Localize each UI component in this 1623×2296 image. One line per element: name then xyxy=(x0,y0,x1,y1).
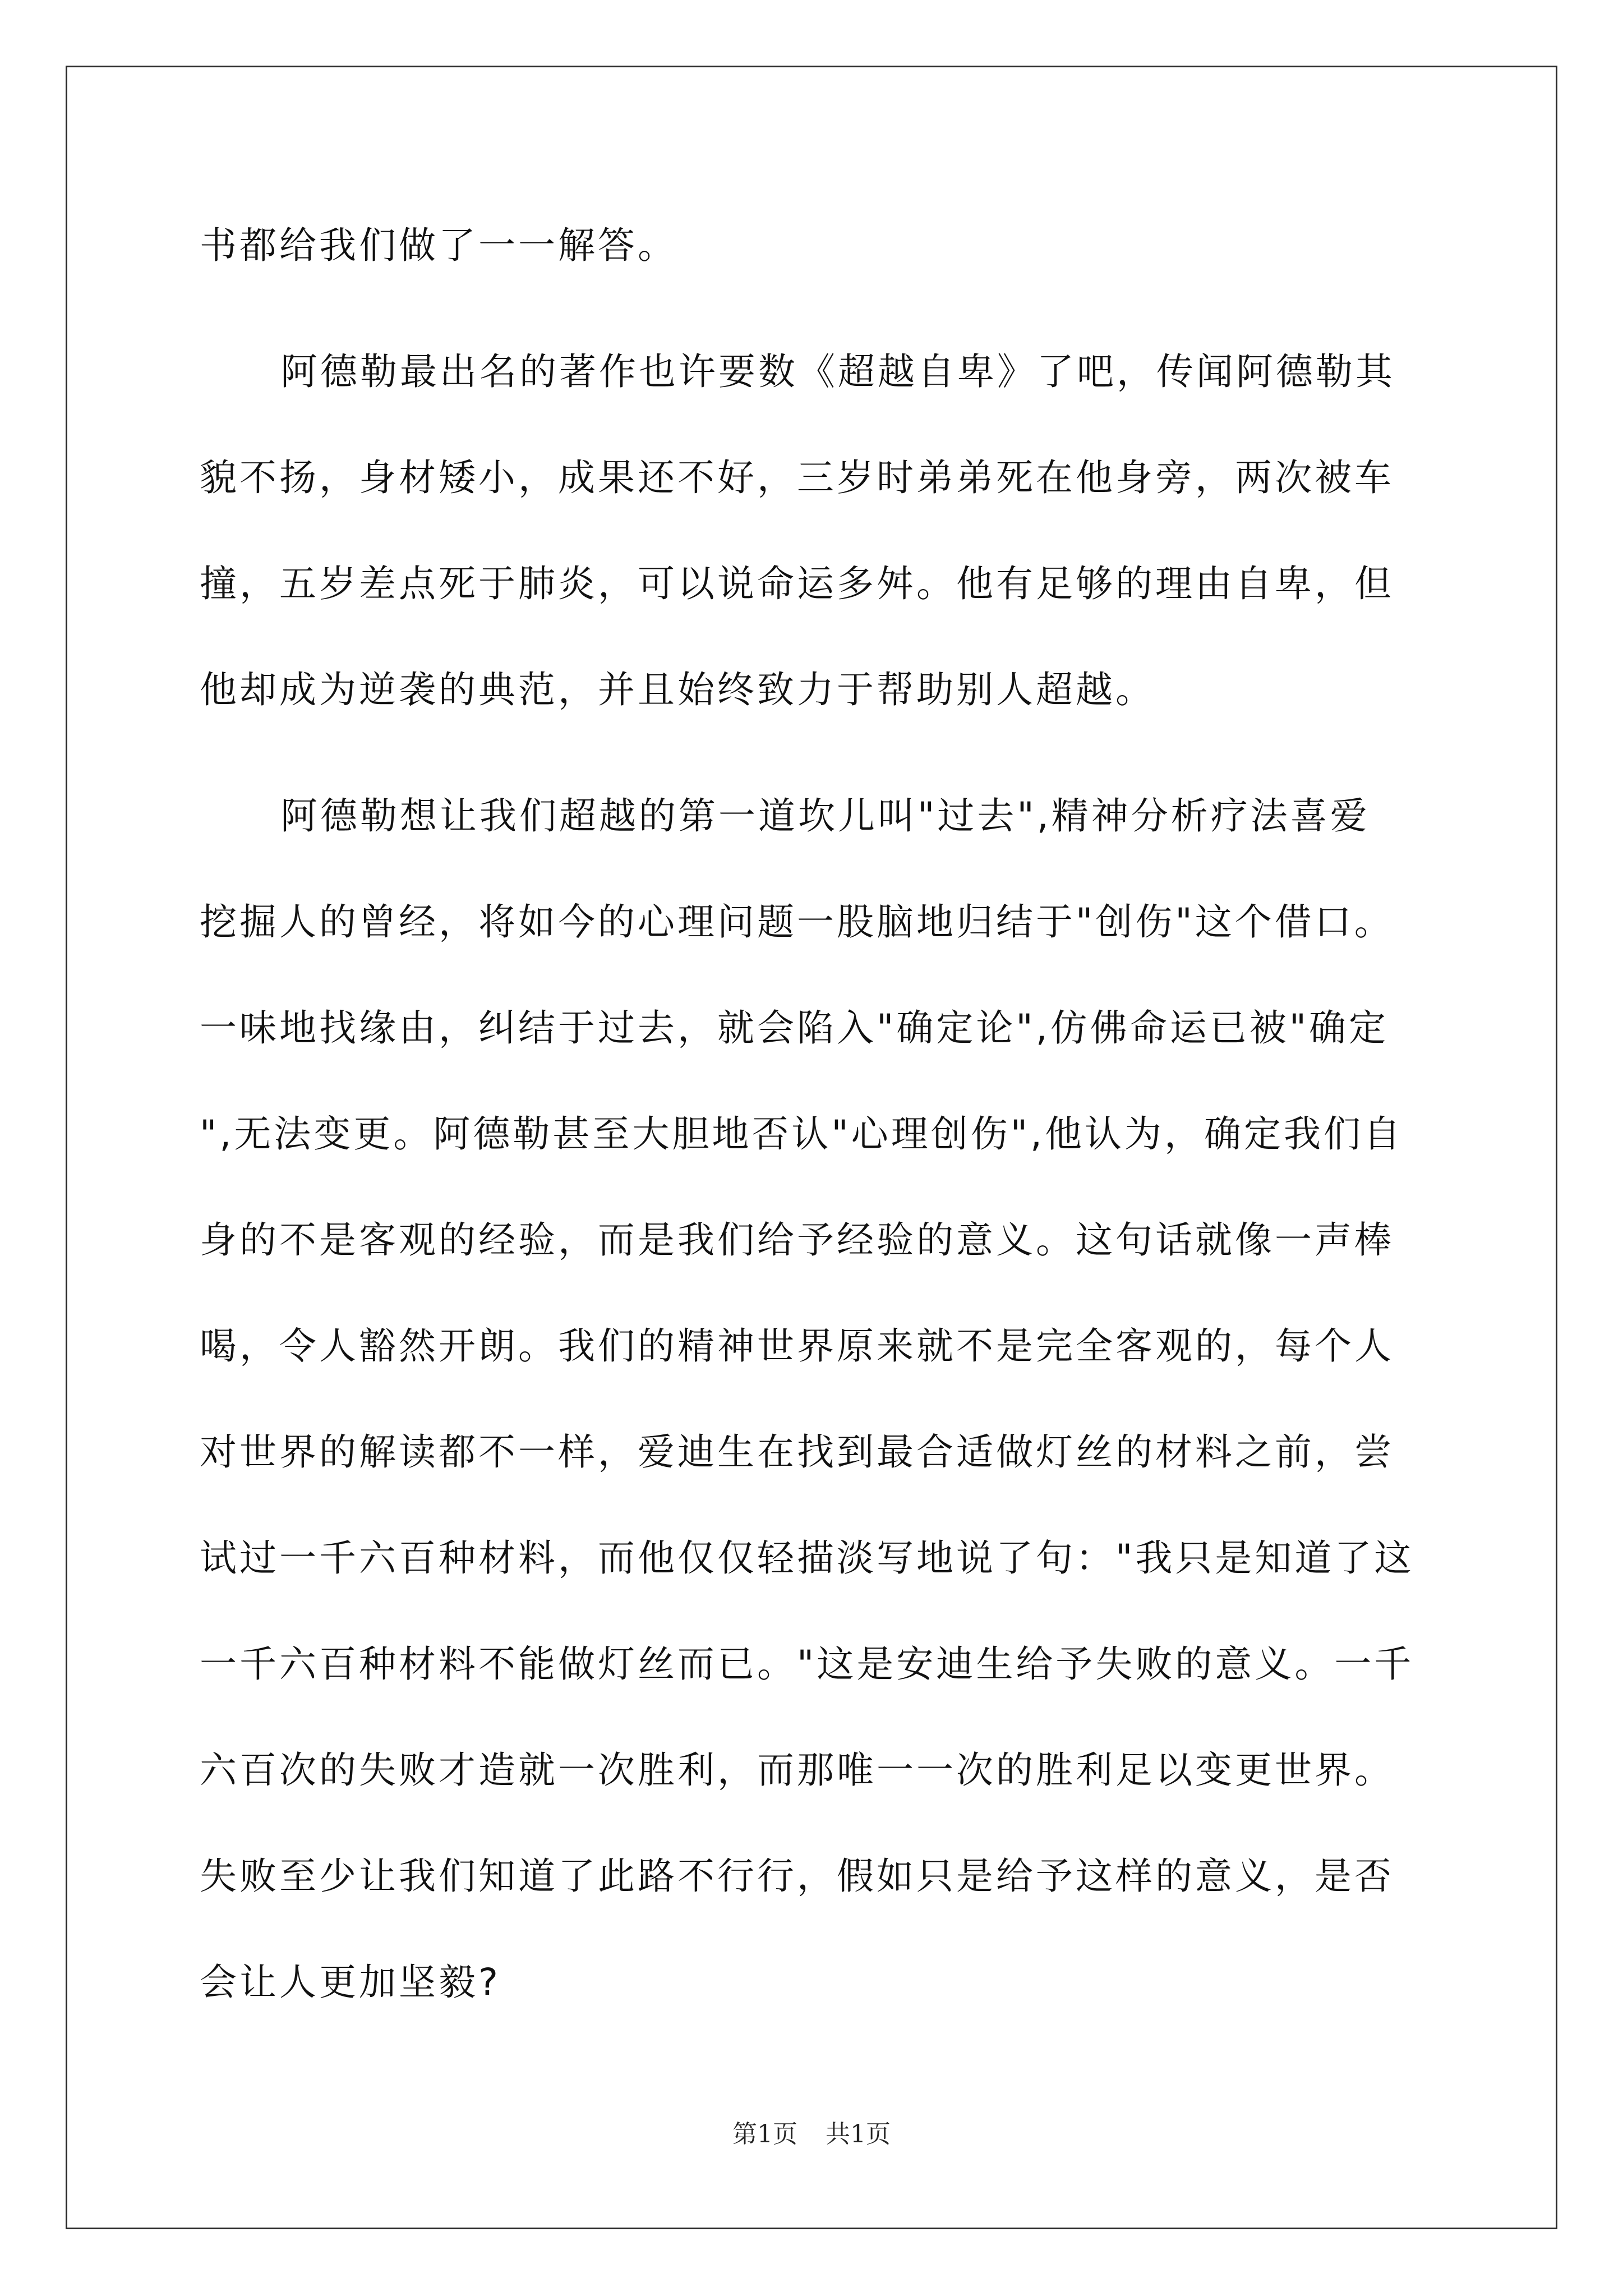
text-line: 身的不是客观的经验，而是我们给予经验的意义。这句话就像一声棒 xyxy=(200,1218,1394,1262)
text-line: ",无法变更。阿德勒甚至大胆地否认"心理创伤",他认为，确定我们自 xyxy=(200,1112,1404,1156)
text-line: 他却成为逆袭的典范，并且始终致力于帮助别人超越。 xyxy=(200,668,1155,711)
text-line: 失败至少让我们知道了此路不行行，假如只是给予这样的意义，是否 xyxy=(200,1855,1394,1898)
document-body xyxy=(200,209,1422,2051)
page-number: 第1页 xyxy=(732,2120,797,2148)
text-line: 挖掘人的曾经，将如今的心理问题一股脑地归结于"创伤"这个借口。 xyxy=(200,900,1394,944)
paragraph-first-line: 阿德勒最出名的著作也许要数《超越自卑》了吧，传闻阿德勒其 xyxy=(280,350,1395,393)
text-line: 会让人更加坚毅? xyxy=(200,1961,501,2004)
text-line: 六百次的失败才造就一次胜利，而那唯一一次的胜利足以变更世界。 xyxy=(200,1749,1394,1792)
page-footer xyxy=(0,2118,1623,2151)
text-line: 书都给我们做了一一解答。 xyxy=(200,224,677,267)
paragraph-first-line: 阿德勒想让我们超越的第一道坎儿叫"过去",精神分析疗法喜爱 xyxy=(280,794,1370,838)
text-line: 喝，令人豁然开朗。我们的精神世界原来就不是完全客观的，每个人 xyxy=(200,1324,1394,1368)
text-line: 撞，五岁差点死于肺炎，可以说命运多舛。他有足够的理由自卑，但 xyxy=(200,562,1394,605)
text-line: 对世界的解读都不一样，爱迪生在找到最合适做灯丝的材料之前，尝 xyxy=(200,1430,1394,1474)
text-line: 试过一千六百种材料，而他仅仅轻描淡写地说了句："我只是知道了这 xyxy=(200,1536,1414,1580)
page-total: 共1页 xyxy=(826,2120,891,2148)
text-line: 貌不扬，身材矮小，成果还不好，三岁时弟弟死在他身旁，两次被车 xyxy=(200,456,1394,499)
text-line: 一千六百种材料不能做灯丝而已。"这是安迪生给予失败的意义。一千 xyxy=(200,1642,1414,1686)
text-line: 一味地找缘由，纠结于过去，就会陷入"确定论",仿佛命运已被"确定 xyxy=(200,1006,1389,1050)
